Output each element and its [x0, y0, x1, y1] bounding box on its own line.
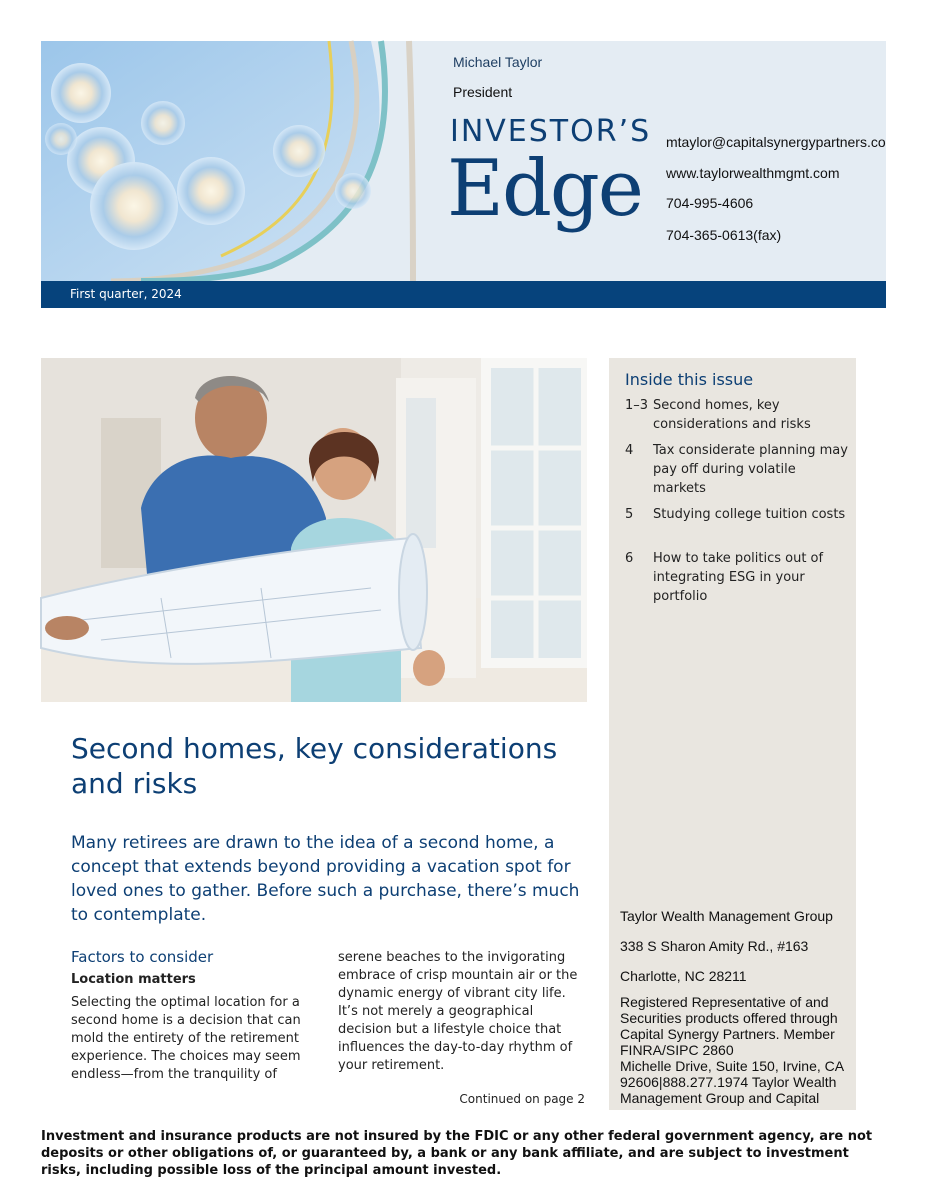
- newsletter-logo-bottom: Edge: [447, 144, 642, 234]
- contact-website-link[interactable]: www.taylorwealthmgmt.com: [666, 165, 840, 181]
- firm-address: 338 S Sharon Amity Rd., #163: [620, 938, 809, 954]
- toc-item-title: How to take politics out of integrating ESG in your portfolio: [653, 551, 824, 604]
- footer-disclaimer: Investment and insurance products are not insured by the FDIC or any other federal government agency, are not deposits or other obligations of, or guaranteed by, a bank or any bank affiliate, and are subject to investment risks, including possible loss of the principal amount invested.: [41, 1129, 873, 1178]
- article-lede: Many retirees are drawn to the idea of a second home, a concept that extends beyond providing a vacation spot for loved ones to gather. Before such a purchase, there’s much to contemplate.: [71, 833, 580, 925]
- toc-page-number: 6: [625, 551, 634, 566]
- contact-phone: 704-995-4606: [666, 195, 754, 211]
- firm-disclosure: Registered Representative of and Securities products offered through Capital Synergy Partners. Member FINRA/SIPC 2860 Michelle Drive, Suite 150, Irvine, CA 92606|888.277.1974 Taylor Wealth Management Group and Capital: [620, 994, 844, 1106]
- issue-date-bar: [41, 281, 886, 308]
- sidebar: [609, 358, 856, 1110]
- couple-with-blueprints-photo: [41, 358, 587, 702]
- article-column-2: serene beaches to the invigorating embrace of crisp mountain air or the dynamic energy of vibrant city life. It’s not merely a geographical decision but a lifestyle choice that influences the day-to-day rhythm of your retirement.: [338, 950, 578, 1073]
- toc-page-number: 1–3: [625, 398, 649, 413]
- contact-fax: 704-365-0613(fax): [666, 227, 782, 243]
- contact-email-link[interactable]: mtaylor@capitalsynergypartners.co: [666, 134, 886, 150]
- hero-bubbles-illustration: [41, 41, 413, 281]
- article-subheading: Location matters: [71, 972, 196, 987]
- issue-date: First quarter, 2024: [70, 287, 182, 301]
- article-column-1: Selecting the optimal location for a second home is a decision that can mold the entirety of the retirement experience. The choices may seem endless—from the tranquility of: [71, 995, 301, 1082]
- section-heading: Factors to consider: [71, 948, 214, 966]
- firm-city-state-zip: Charlotte, NC 28211: [620, 968, 747, 984]
- toc-page-number: 4: [625, 443, 634, 458]
- continued-link[interactable]: Continued on page 2: [459, 1092, 585, 1106]
- toc-item-title: Studying college tuition costs: [653, 507, 846, 522]
- masthead: [41, 41, 886, 308]
- contact-name: Michael Taylor: [453, 54, 543, 70]
- article-title: Second homes, key considerations and risks: [71, 732, 558, 800]
- toc-page-number: 5: [625, 507, 634, 522]
- toc-title: Inside this issue: [625, 370, 754, 389]
- contact-title: President: [453, 84, 513, 100]
- newsletter-logo-top: INVESTOR’S: [450, 114, 652, 149]
- toc-item-title: Tax considerate planning may pay off during volatile markets: [653, 443, 848, 496]
- firm-name: Taylor Wealth Management Group: [620, 908, 833, 924]
- toc-item-title: Second homes, key considerations and risks: [653, 398, 811, 432]
